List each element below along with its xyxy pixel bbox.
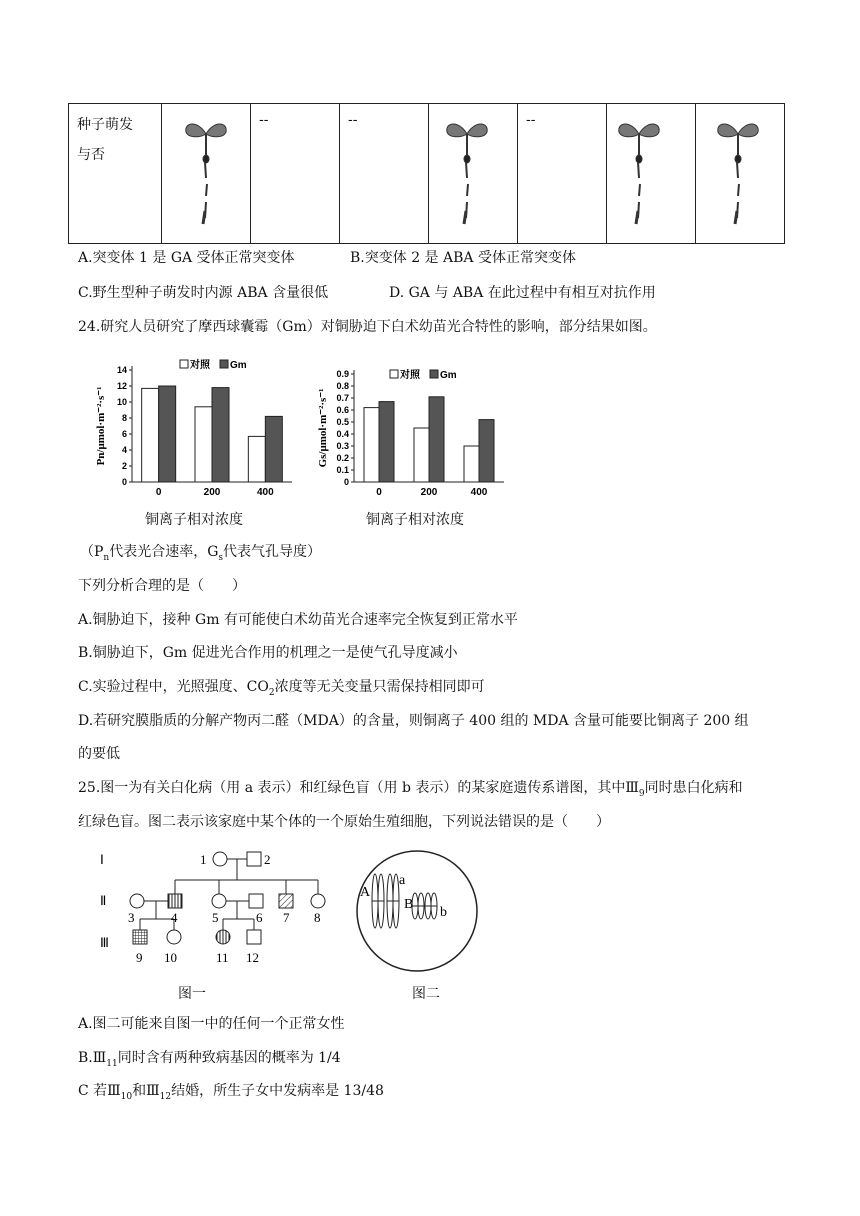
bar	[379, 402, 394, 482]
chart2-xlabel: 铜离子相对浓度	[366, 512, 464, 528]
y-tick-label: 0.2	[336, 453, 349, 463]
dash-text: --	[348, 112, 358, 128]
individual-4: 4	[171, 910, 178, 925]
individual-6: 6	[256, 910, 263, 925]
gene-label-B: B	[404, 897, 414, 912]
dash-text: --	[526, 112, 536, 128]
gs-chart	[312, 352, 512, 502]
q25-option-b: $B.Ⅲ_{11}$同时含有两种致病基因的概率为 1/4	[78, 1050, 341, 1069]
individual-7: 7	[283, 910, 290, 925]
x-tick-label: 200	[203, 487, 221, 498]
y-tick-label: 8	[121, 413, 127, 423]
gen-label-3: Ⅲ	[100, 935, 109, 950]
q24-option-b: B.铜胁迫下，Gm 促进光合作用的机理之一是使气孔导度减小	[78, 645, 458, 661]
gene-label-b: b	[440, 905, 447, 920]
y-tick-label: 0.5	[336, 417, 349, 427]
gene-label-a: a	[399, 873, 406, 888]
individual-2: 2	[264, 852, 271, 867]
bar	[248, 436, 265, 482]
q24-note: （$P_n$代表光合速率，$G_s$代表气孔导度）	[80, 544, 322, 563]
fig1-caption: 图一	[178, 986, 206, 1002]
y-tick-label: 0	[343, 477, 349, 487]
seed-germination-table	[68, 103, 785, 244]
x-tick-label: 400	[256, 487, 274, 498]
y-tick-label: 2	[121, 461, 127, 471]
individual-3: 3	[128, 910, 135, 925]
q23-option-a: A.突变体 1 是 GA 受体正常突变体	[78, 250, 295, 266]
chart1-xlabel: 铜离子相对浓度	[145, 512, 243, 528]
y-axis-label: Gs/μmol·m⁻²·s⁻¹	[317, 388, 329, 468]
y-tick-label: 12	[116, 381, 127, 391]
y-tick-label: 4	[121, 445, 127, 455]
legend-swatch	[390, 370, 398, 378]
bar	[195, 407, 212, 482]
q25-option-a: A.图二可能来自图一中的任何一个正常女性	[78, 1016, 345, 1032]
row-label-line2: 与否	[77, 147, 105, 163]
table-row	[69, 104, 785, 244]
x-tick-label: 400	[470, 487, 488, 498]
pedigree-chart	[90, 842, 350, 972]
seed-cell-3	[340, 104, 429, 244]
individual-1: 1	[200, 852, 207, 867]
bar	[429, 397, 444, 482]
seed-cell-4	[429, 104, 518, 244]
seedling-icon	[429, 104, 517, 239]
bar	[212, 388, 229, 482]
q23-option-d: D. GA 与 ABA 在此过程中有相互对抗作用	[389, 285, 656, 301]
bar	[414, 428, 429, 482]
row-label-cell	[69, 104, 162, 244]
legend-label: 对照	[400, 370, 420, 381]
seed-cell-1	[162, 104, 251, 244]
seed-cell-6	[607, 104, 696, 244]
seedling-icon	[162, 104, 250, 239]
x-tick-label: 0	[376, 487, 382, 498]
bar	[464, 446, 479, 482]
q24-option-c: C.实验过程中，光照强度、$CO_2$浓度等无关变量只需保持相同即可	[78, 679, 485, 698]
x-tick-label: 0	[155, 487, 162, 498]
legend-label: 对照	[190, 360, 210, 371]
row-label-line1: 种子萌发	[77, 117, 133, 133]
y-tick-label: 0.3	[336, 441, 349, 451]
bar	[265, 416, 282, 482]
individual-5: 5	[212, 910, 219, 925]
gen-label-2: Ⅱ	[100, 893, 107, 908]
gene-label-A: A	[360, 885, 371, 900]
seedling-icon	[607, 104, 695, 239]
legend-label: Gm	[230, 360, 247, 371]
bar	[142, 388, 159, 482]
y-tick-label: 10	[116, 397, 127, 407]
q25-stem-line2: 红绿色盲。图二表示该家庭中某个体的一个原始生殖细胞，下列说法错误的是（ ）	[78, 814, 610, 830]
bar	[364, 408, 379, 482]
y-tick-label: 0.6	[336, 405, 349, 415]
seedling-icon	[696, 104, 784, 239]
individual-11: 11	[216, 950, 229, 965]
q23-option-b: B.突变体 2 是 ABA 受体正常突变体	[350, 250, 576, 266]
y-tick-label: 6	[121, 429, 127, 439]
individual-10: 10	[164, 950, 177, 965]
pn-chart	[90, 352, 330, 502]
q23-option-c: C.野生型种子萌发时内源 ABA 含量很低	[78, 285, 329, 301]
y-axis-label: Pn/μmol·m⁻²·s⁻¹	[95, 386, 107, 466]
q24-ask: 下列分析合理的是（ ）	[78, 578, 246, 594]
q24-option-d-line2: 的要低	[78, 746, 120, 762]
q25-stem-line1: 25.图一为有关白化病（用 a 表示）和红绿色盲（用 b 表示）的某家庭遗传系谱图，其中$Ⅲ_9$同时患白化病和	[78, 780, 743, 799]
legend-label: Gm	[440, 370, 457, 381]
q25-option-c: C 若$Ⅲ_{10}$和$Ⅲ_{12}$结婚，所生子女中发病率是 13/48	[78, 1083, 384, 1102]
y-tick-label: 0	[121, 477, 127, 487]
y-tick-label: 14	[116, 365, 127, 375]
y-tick-label: 0.8	[336, 381, 349, 391]
y-tick-label: 0.7	[336, 393, 349, 403]
legend-swatch	[430, 370, 438, 378]
q24-option-d-line1: D.若研究膜脂质的分解产物丙二醛（MDA）的含量，则铜离子 400 组的 MDA 含量可能要比铜离子 200 组	[78, 713, 749, 729]
bar	[159, 386, 176, 482]
legend-swatch	[180, 360, 188, 368]
bar	[479, 420, 494, 482]
individual-12: 12	[246, 950, 259, 965]
dash-text: --	[259, 112, 269, 128]
y-tick-label: 0.4	[336, 429, 349, 439]
gen-label-1: Ⅰ	[100, 852, 104, 867]
seed-cell-5	[518, 104, 607, 244]
germ-cell-diagram	[352, 846, 482, 976]
legend-swatch	[220, 360, 228, 368]
y-tick-label: 0.1	[336, 465, 349, 475]
q24-stem: 24.研究人员研究了摩西球囊霉（Gm）对铜胁迫下白术幼苗光合特性的影响，部分结果如图。	[78, 319, 657, 335]
y-tick-label: 0.9	[336, 369, 349, 379]
fig2-caption: 图二	[412, 986, 440, 1002]
seed-cell-7	[696, 104, 785, 244]
x-tick-label: 200	[420, 487, 438, 498]
seed-cell-2	[251, 104, 340, 244]
individual-8: 8	[314, 910, 321, 925]
q24-option-a: A.铜胁迫下，接种 Gm 有可能使白术幼苗光合速率完全恢复到正常水平	[78, 612, 518, 628]
individual-9: 9	[136, 950, 143, 965]
